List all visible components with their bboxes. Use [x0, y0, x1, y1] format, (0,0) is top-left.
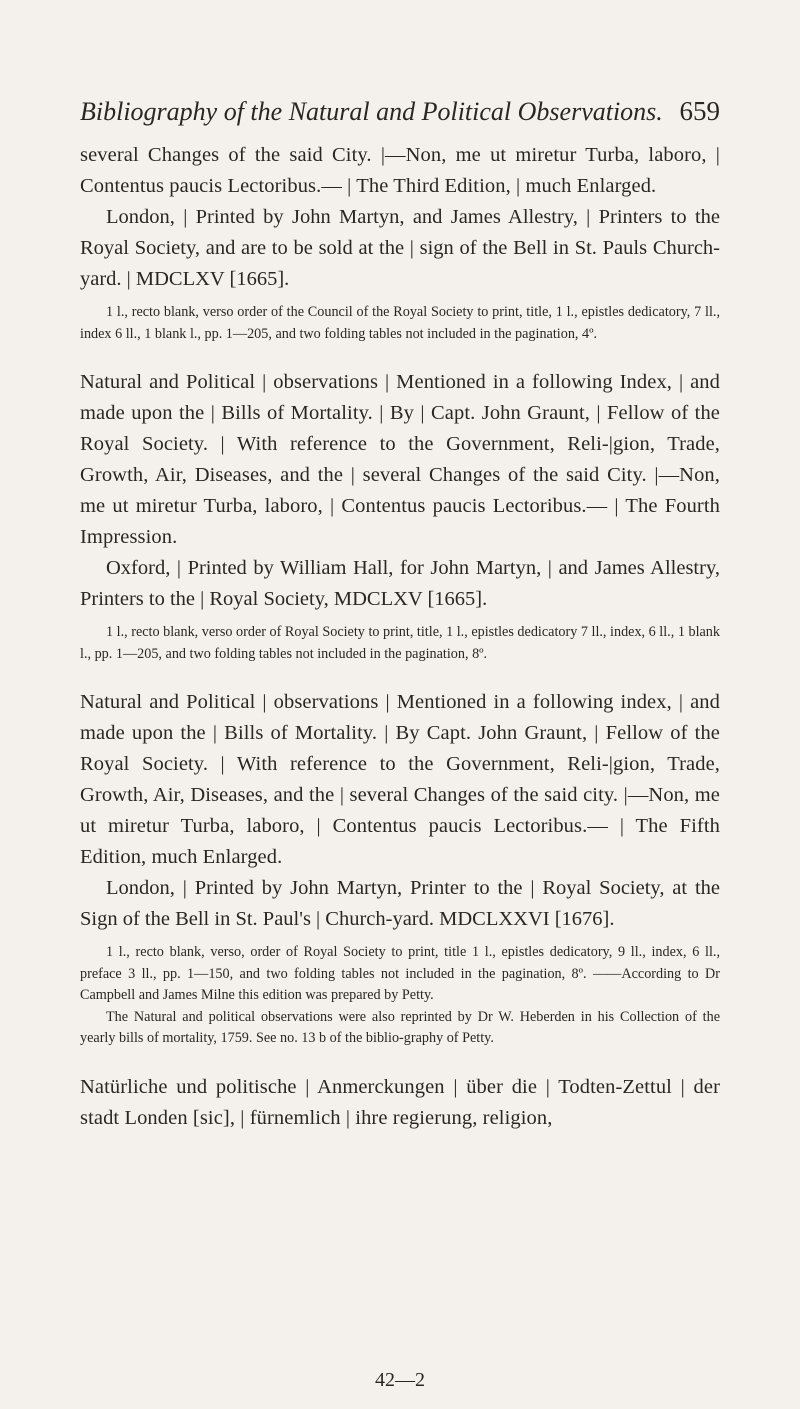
entry-imprint: London, | Printed by John Martyn, Printer to the | Royal Society, at the Sign of the Bell in St. Paul's | Church-yard. MDCLXXVI [1676].: [80, 877, 720, 930]
entry-imprint: Oxford, | Printed by William Hall, for John Martyn, | and James Allestry, Printers to the | Royal Society, MDCLXV [1665].: [80, 557, 720, 610]
entry-collation: 1 l., recto blank, verso order of Royal Society to print, title, 1 l., epistles dedicatory 7 ll., index, 6 ll., 1 blank l., pp. 1—205, and two folding tables not included in the pagination, 8º.: [80, 624, 720, 662]
page-number: 659: [679, 96, 720, 126]
signature-mark: 42—2: [375, 1369, 425, 1391]
bibliography-entry: [80, 367, 720, 665]
entry-note: The Natural and political observations were also reprinted by Dr W. Heberden in his Collection of the yearly bills of mortality, 1759. See no. 13 b of the biblio-graphy of Petty.: [80, 1008, 720, 1046]
bibliography-entry: [80, 140, 720, 345]
bibliography-entry: [80, 687, 720, 1050]
entry-title: Natural and Political | observations | Mentioned in a following Index, | and made upon the | Bills of Mortality. | By | Capt. John Graunt, | Fellow of the Royal Society. | With reference to the Government, Reli-|gion, Trade, Growth, Air, Diseases, and the | several Changes of the said City. |—Non, me ut miretur Turba, laboro, | Contentus paucis Lectoribus.— | The Fourth Impression.: [80, 371, 720, 548]
entry-collation: 1 l., recto blank, verso order of the Council of the Royal Society to print, title, 1 l., epistles dedicatory, 7 ll., index 6 ll., 1 blank l., pp. 1—205, and two folding tables not included in the pagination, 4º.: [80, 304, 720, 342]
bibliography-entry: [80, 1072, 720, 1134]
running-header: [80, 96, 720, 127]
running-title: Bibliography of the Natural and Political Observations.: [80, 97, 663, 126]
entry-collation: 1 l., recto blank, verso, order of Royal Society to print, title 1 l., epistles dedicatory, 9 ll., index, 6 ll., preface 3 ll., pp. 1—150, and two folding tables not included in the pagination, 8º. ——According to Dr Campbell and James Milne this edition was prepared by Petty.: [80, 944, 720, 1003]
entry-title: Natural and Political | observations | Mentioned in a following index, | and made upon the | Bills of Mortality. | By Capt. John Graunt, | Fellow of the Royal Society. | With reference to the Government, Reli-|gion, Trade, Growth, Air, Diseases, and the | several Changes of the said city. |—Non, me ut miretur Turba, laboro, | Contentus paucis Lectoribus.— | The Fifth Edition, much Enlarged.: [80, 691, 720, 868]
entry-title: several Changes of the said City. |—Non, me ut miretur Turba, laboro, | Contentus paucis Lectoribus.— | The Third Edition, | much Enlarged.: [80, 144, 720, 197]
entry-title: Natürliche und politische | Anmerckungen | über die | Todten-Zettul | der stadt Londen [sic], | fürnemlich | ihre regierung, religion,: [80, 1075, 720, 1129]
page-body: [80, 140, 720, 1156]
entry-imprint: London, | Printed by John Martyn, and James Allestry, | Printers to the Royal Society, and are to be sold at the | sign of the Bell in St. Pauls Church-yard. | MDCLXV [1665].: [80, 206, 720, 290]
